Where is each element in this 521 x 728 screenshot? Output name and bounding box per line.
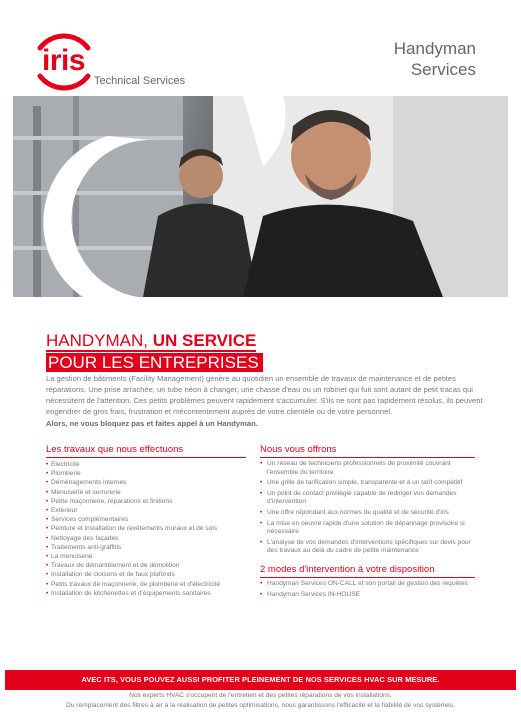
intro-paragraph: La gestion de bâtiments (Facility Management) génère au quotidien un ensemble de travaux de maintenance et de petites réparations. Une prise arrachée, un tube néon à changer, une chasse d'eau ou un robinet qui fuit sont autant de petit tracas qui nécessitent de l'attention. Ces petits problèmes peuvent rapidement s'accumuler. S'ils ne sont pas rapidement résolus, ils peuvent engendrer de gros frais, frustration et mécontentement auprès de votre clientèle ou de votre personnel. bbox=[46, 374, 483, 416]
list-item: • L'analyse de vos demandes d'interventions spécifiques sur devis pour des travaux au delà du cadre de petite maintenance bbox=[260, 539, 475, 556]
document-title-line1: Handyman bbox=[393, 39, 476, 58]
footer-line1: Nos experts HVAC s'occupent de l'entretien et des petites réparations de vos installations. bbox=[129, 692, 392, 699]
list-item: • Une offre répondant aux normes de qualité et de sécurité d'iris bbox=[260, 509, 475, 518]
list-item: • Handyman Services ON-CALL et son portail de gestion des requêtes bbox=[260, 580, 475, 589]
offer-section-title: Nous vous offrons bbox=[260, 444, 475, 458]
list-item: • Déménagements internes bbox=[46, 478, 246, 487]
works-list bbox=[46, 460, 246, 598]
list-item: • Services complémentaires bbox=[46, 515, 246, 524]
headline-line1-part2: UN SERVICE bbox=[152, 331, 257, 350]
offer-section bbox=[260, 444, 475, 601]
list-item: • Installation de cloisons et de faux plafonds bbox=[46, 570, 246, 579]
list-item: • La mise en oeuvre rapide d'une solution de dépannage provisoire si nécessaire bbox=[260, 520, 475, 537]
works-section-title: Les travaux que nous effectuons bbox=[46, 444, 246, 458]
logo-wordmark: iris bbox=[42, 44, 86, 77]
document-title bbox=[394, 38, 476, 80]
hvac-banner: AVEC ITS, VOUS POUVEZ AUSSI PROFITER PLEINEMENT DE NOS SERVICES HVAC SUR MESURE. bbox=[5, 670, 516, 690]
footer-line2: Du remplacement des filtres à air à la réalisation de petites optimisations, nous garantissons l'efficacité et la fiabilité de vos systèmes. bbox=[66, 702, 455, 709]
list-item: • Handyman Services IN-HOUSE bbox=[260, 591, 475, 600]
list-item: • Un réseau de techniciens professionnels de proximité couvrant l'ensemble du territoire bbox=[260, 460, 475, 477]
iris-logo bbox=[30, 28, 200, 98]
list-item: • Traitements anti-graffitis bbox=[46, 543, 246, 552]
headline bbox=[46, 331, 346, 373]
logo-subtitle: Technical Services bbox=[94, 75, 186, 87]
list-item: • Travaux de démantèlement et de démolition bbox=[46, 561, 246, 570]
list-item: • Une grille de tarification simple, transparente et à un tarif compétitif bbox=[260, 479, 475, 488]
list-item: • Petite maçonnerie, réparations et finitions bbox=[46, 497, 246, 506]
list-item: • Petits travaux de maçonnerie, de plomberie et d'électricité bbox=[46, 580, 246, 589]
list-item: • Electricité bbox=[46, 460, 246, 469]
list-item: • Plomberie bbox=[46, 469, 246, 478]
hero-photo bbox=[13, 96, 508, 297]
headline-line1 bbox=[46, 331, 256, 352]
list-item: • Un point de contact privilégié capable de rediriger vos demandes d'intervention bbox=[260, 490, 475, 507]
list-item: • Installation de kitchenettes et d'équipements sanitaires bbox=[46, 589, 246, 598]
headline-line1-part1: HANDYMAN, bbox=[46, 331, 153, 350]
list-item: • Menuiserie et serrurerie bbox=[46, 488, 246, 497]
list-item: • Extérieur bbox=[46, 506, 246, 515]
list-item: • La menuiserie bbox=[46, 552, 246, 561]
document-title-line2: Services bbox=[410, 60, 476, 79]
headline-line2: POUR LES ENTREPRISES bbox=[46, 353, 263, 372]
works-section bbox=[46, 444, 246, 598]
photo-two-technicians-icon bbox=[13, 96, 508, 297]
modes-list bbox=[260, 580, 475, 599]
list-item: • Peinture et installation de revêtements muraux et de sols bbox=[46, 524, 246, 533]
modes-section-title: 2 modes d'intervention à votre disposition bbox=[260, 564, 475, 578]
list-item: • Nettoyage des façades bbox=[46, 534, 246, 543]
offer-list bbox=[260, 460, 475, 556]
intro-callout: Alors, ne vous bloquez pas et faites appel à un Handyman. bbox=[46, 419, 258, 428]
